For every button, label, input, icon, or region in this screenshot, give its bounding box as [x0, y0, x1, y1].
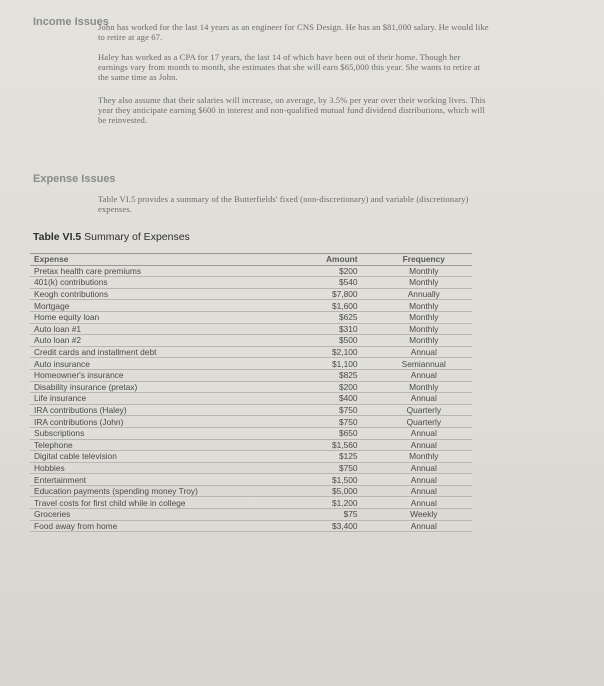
amount-cell: $1,600 — [246, 300, 375, 312]
table-row — [30, 335, 472, 347]
header-frequency: Frequency — [376, 254, 472, 266]
expense-cell: Homeowner's insurance — [30, 369, 246, 381]
expense-issues-heading: Expense Issues — [33, 173, 116, 185]
expense-paragraph: Table VI.5 provides a summary of the Butterfields' fixed (non-discretionary) and variable (discretionary) expenses. — [98, 194, 469, 214]
frequency-cell: Monthly — [376, 451, 472, 463]
header-amount: Amount — [246, 254, 375, 266]
frequency-cell: Monthly — [376, 311, 472, 323]
amount-cell: $310 — [246, 323, 375, 335]
table-row — [30, 288, 472, 300]
expense-cell: Keogh contributions — [30, 288, 246, 300]
amount-cell: $3,400 — [246, 520, 375, 532]
expense-cell: Auto loan #2 — [30, 335, 246, 347]
frequency-cell: Annual — [376, 497, 472, 509]
amount-cell: $125 — [246, 451, 375, 463]
expense-cell: Life insurance — [30, 393, 246, 405]
frequency-cell: Annual — [376, 474, 472, 486]
frequency-cell: Annual — [376, 393, 472, 405]
amount-cell: $7,800 — [246, 288, 375, 300]
frequency-cell: Annual — [376, 427, 472, 439]
table-row — [30, 451, 472, 463]
amount-cell: $75 — [246, 509, 375, 521]
expenses-table — [30, 253, 472, 532]
frequency-cell: Quarterly — [376, 404, 472, 416]
header-expense: Expense — [30, 254, 246, 266]
expense-cell: Auto loan #1 — [30, 323, 246, 335]
table-row — [30, 474, 472, 486]
expense-cell: Travel costs for first child while in college — [30, 497, 246, 509]
expense-cell: Entertainment — [30, 474, 246, 486]
amount-cell: $400 — [246, 393, 375, 405]
table-caption — [33, 231, 190, 243]
amount-cell: $2,100 — [246, 346, 375, 358]
frequency-cell: Monthly — [376, 300, 472, 312]
amount-cell: $1,100 — [246, 358, 375, 370]
amount-cell: $750 — [246, 462, 375, 474]
table-row — [30, 393, 472, 405]
frequency-cell: Annual — [376, 485, 472, 497]
expense-cell: Mortgage — [30, 300, 246, 312]
table-row — [30, 520, 472, 532]
amount-cell: $1,500 — [246, 474, 375, 486]
amount-cell: $1,560 — [246, 439, 375, 451]
table-row — [30, 300, 472, 312]
frequency-cell: Annual — [376, 369, 472, 381]
table-row — [30, 416, 472, 428]
table-row — [30, 462, 472, 474]
table-caption-title: Summary of Expenses — [84, 231, 190, 243]
table-row — [30, 311, 472, 323]
table-row — [30, 323, 472, 335]
table-row — [30, 427, 472, 439]
expense-cell: Education payments (spending money Troy) — [30, 485, 246, 497]
expense-cell: IRA contributions (Haley) — [30, 404, 246, 416]
table-caption-label: Table VI.5 — [33, 231, 82, 243]
amount-cell: $750 — [246, 416, 375, 428]
expense-cell: Food away from home — [30, 520, 246, 532]
frequency-cell: Annual — [376, 520, 472, 532]
frequency-cell: Annual — [376, 439, 472, 451]
frequency-cell: Weekly — [376, 509, 472, 521]
expense-cell: 401(k) contributions — [30, 277, 246, 289]
table-row — [30, 497, 472, 509]
amount-cell: $5,000 — [246, 485, 375, 497]
frequency-cell: Semiannual — [376, 358, 472, 370]
amount-cell: $825 — [246, 369, 375, 381]
expense-cell: Pretax health care premiums — [30, 265, 246, 277]
frequency-cell: Monthly — [376, 323, 472, 335]
frequency-cell: Annual — [376, 346, 472, 358]
expense-cell: Hobbies — [30, 462, 246, 474]
income-paragraph-john: John has worked for the last 14 years as an engineer for CNS Design. He has an $81,000 salary. He would like to retire at age 67. — [98, 22, 489, 42]
table-row — [30, 346, 472, 358]
table-header-row — [30, 254, 472, 266]
amount-cell: $750 — [246, 404, 375, 416]
amount-cell: $625 — [246, 311, 375, 323]
frequency-cell: Quarterly — [376, 416, 472, 428]
expense-cell: Subscriptions — [30, 427, 246, 439]
table-row — [30, 485, 472, 497]
table-row — [30, 265, 472, 277]
amount-cell: $1,200 — [246, 497, 375, 509]
income-paragraph-assumptions: They also assume that their salaries will increase, on average, by 3.5% per year over their working lives. This year they anticipate earning $600 in interest and non-qualified mutual fund dividend distributions, which will be reinvested. — [98, 95, 486, 125]
table-row — [30, 277, 472, 289]
table-row — [30, 358, 472, 370]
expense-cell: Auto insurance — [30, 358, 246, 370]
income-paragraph-haley: Haley has worked as a CPA for 17 years, the last 14 of which have been out of their home. Though her earnings vary from month to month, she estimates that she will earn $65,000 this year. She wants to retire at the same time as John. — [98, 52, 481, 82]
frequency-cell: Monthly — [376, 265, 472, 277]
table-row — [30, 509, 472, 521]
table-row — [30, 439, 472, 451]
frequency-cell: Monthly — [376, 277, 472, 289]
expense-cell: Home equity loan — [30, 311, 246, 323]
amount-cell: $200 — [246, 381, 375, 393]
table-row — [30, 369, 472, 381]
amount-cell: $650 — [246, 427, 375, 439]
frequency-cell: Monthly — [376, 335, 472, 347]
table-row — [30, 404, 472, 416]
frequency-cell: Annually — [376, 288, 472, 300]
amount-cell: $540 — [246, 277, 375, 289]
frequency-cell: Monthly — [376, 381, 472, 393]
amount-cell: $200 — [246, 265, 375, 277]
expense-cell: Telephone — [30, 439, 246, 451]
amount-cell: $500 — [246, 335, 375, 347]
expense-cell: Groceries — [30, 509, 246, 521]
expense-cell: Credit cards and installment debt — [30, 346, 246, 358]
expense-cell: Disability insurance (pretax) — [30, 381, 246, 393]
frequency-cell: Annual — [376, 462, 472, 474]
expense-cell: Digital cable television — [30, 451, 246, 463]
table-row — [30, 381, 472, 393]
income-issues-heading: Income Issues — [33, 16, 109, 28]
expense-cell: IRA contributions (John) — [30, 416, 246, 428]
